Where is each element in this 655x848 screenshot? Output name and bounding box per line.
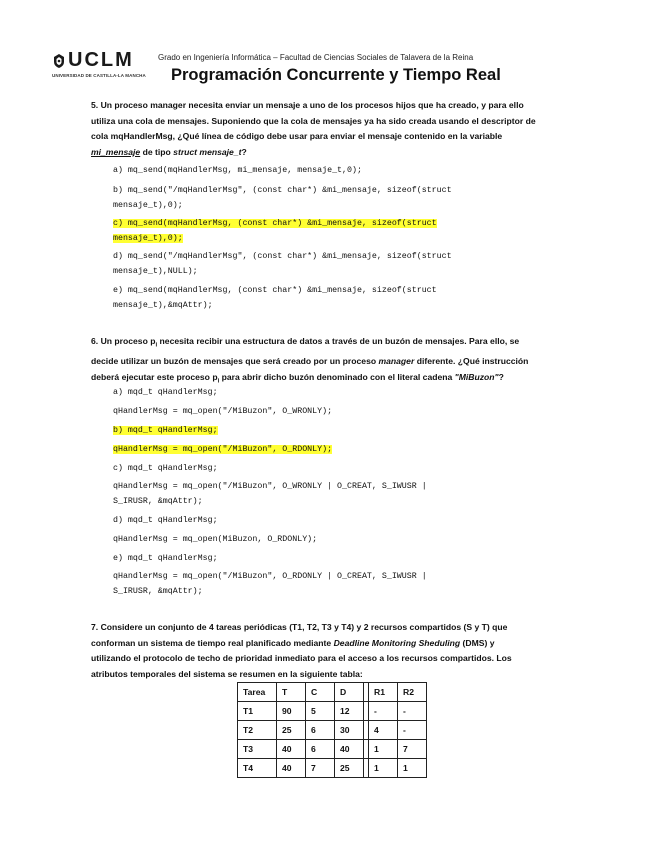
question-7-line: 7. Considere un conjunto de 4 tareas periódicas (T1, T2, T3 y T4) y 2 recursos compartidos (S y T) que xyxy=(91,622,508,632)
table-cell: 25 xyxy=(335,759,364,778)
q6-option-e-code: qHandlerMsg = mq_open("/MiBuzon", O_RDONLY | O_CREAT, S_IWUSR | S_IRUSR, &mqAttr); xyxy=(113,572,427,596)
question-5-line: utiliza una cola de mensajes. Suponiendo que la cola de mensajes ya ha sido creada usando el descriptor de xyxy=(91,115,536,126)
question-6-line: deberá ejecutar este proceso $p_i$ para abrir dicho buzón denominado con el literal cadena "MiBuzon"? xyxy=(91,371,504,385)
table-cell: 5 xyxy=(306,702,335,721)
table-cell: 30 xyxy=(335,721,364,740)
uclm-emblem-icon xyxy=(52,53,66,69)
table-row xyxy=(238,702,427,721)
question-6 xyxy=(91,334,563,390)
table-header: Tarea xyxy=(238,683,277,702)
q6-option-b-highlighted[interactable]: b) mqd_t qHandlerMsg; xyxy=(113,426,218,435)
q5-option-e[interactable]: e) mq_send(mqHandlerMsg, (const char*) &mi_mensaje, sizeof(struct mensaje_t),&mqAttr); xyxy=(113,286,437,310)
q6-option-a[interactable]: a) mqd_t qHandlerMsg; xyxy=(113,388,218,397)
q6-option-c[interactable]: c) mqd_t qHandlerMsg; xyxy=(113,464,218,473)
table-cell: 40 xyxy=(277,740,306,759)
q6-option-d-code: qHandlerMsg = mq_open(MiBuzon, O_RDONLY); xyxy=(113,535,318,544)
table-cell: 12 xyxy=(335,702,364,721)
table-cell: 1 xyxy=(369,759,398,778)
question-7 xyxy=(91,620,563,682)
table-cell: T1 xyxy=(238,702,277,721)
table-header: R1 xyxy=(369,683,398,702)
table-cell: 1 xyxy=(369,740,398,759)
question-7-line: conforman un sistema de tiempo real planificado mediante Deadline Monitoring Sheduling (DMS) y xyxy=(91,637,495,648)
degree-line: Grado en Ingeniería Informática – Facultad de Ciencias Sociales de Talavera de la Reina xyxy=(158,53,474,62)
table-cell: 1 xyxy=(398,759,427,778)
table-row xyxy=(238,759,427,778)
q6-option-c-code: qHandlerMsg = mq_open("/MiBuzon", O_WRONLY | O_CREAT, S_IWUSR | S_IRUSR, &mqAttr); xyxy=(113,482,427,506)
table-cell: 40 xyxy=(335,740,364,759)
logo-text: UCLM xyxy=(68,49,134,71)
table-row xyxy=(238,721,427,740)
table-cell: - xyxy=(398,702,427,721)
task-attributes-table xyxy=(237,682,427,778)
table-header: R2 xyxy=(398,683,427,702)
question-6-line: 6. Un proceso $p_i$ necesita recibir una estructura de datos a través de un buzón de mensajes. Para ello, se xyxy=(91,336,520,349)
course-title: Programación Concurrente y Tiempo Real xyxy=(171,66,501,84)
uclm-logo xyxy=(52,49,152,82)
table-cell: T3 xyxy=(238,740,277,759)
q6-option-d[interactable]: d) mqd_t qHandlerMsg; xyxy=(113,516,218,525)
table-cell: 40 xyxy=(277,759,306,778)
table-cell: 25 xyxy=(277,721,306,740)
q5-option-d[interactable]: d) mq_send("/mqHandlerMsg", (const char*) &mi_mensaje, sizeof(struct mensaje_t),NULL); xyxy=(113,252,452,276)
q5-option-a[interactable]: a) mq_send(mqHandlerMsg, mi_mensaje, mensaje_t,0); xyxy=(113,166,362,175)
question-5-line: mi_mensaje de tipo struct mensaje_t? xyxy=(91,146,247,157)
question-7-line: utilizando el protocolo de techo de prioridad inmediato para el acceso a los recursos compartidos. Los xyxy=(91,653,512,663)
question-5 xyxy=(91,98,563,160)
table-cell: T2 xyxy=(238,721,277,740)
q5-option-c-highlighted[interactable]: c) mq_send(mqHandlerMsg, (const char*) &mi_mensaje, sizeof(struct mensaje_t),0); xyxy=(113,219,437,243)
question-7-line: atributos temporales del sistema se resumen en la siguiente tabla: xyxy=(91,668,363,679)
q6-option-b-code: qHandlerMsg = mq_open("/MiBuzon", O_RDONLY); xyxy=(113,445,333,454)
q5-option-b[interactable]: b) mq_send("/mqHandlerMsg", (const char*) &mi_mensaje, sizeof(struct mensaje_t),0); xyxy=(113,186,452,210)
table-row xyxy=(238,740,427,759)
question-5-line: cola mqHandlerMsg, ¿Qué línea de código debe usar para enviar el mensaje contenido en la variable xyxy=(91,131,503,141)
table-header: C xyxy=(306,683,335,702)
q6-option-e[interactable]: e) mqd_t qHandlerMsg; xyxy=(113,554,218,563)
table-cell: 7 xyxy=(398,740,427,759)
table-cell: T4 xyxy=(238,759,277,778)
table-header-row xyxy=(238,683,427,702)
logo-subtitle: UNIVERSIDAD DE CASTILLA-LA MANCHA xyxy=(52,73,146,78)
table-cell: 7 xyxy=(306,759,335,778)
table-cell: 6 xyxy=(306,740,335,759)
table-cell: - xyxy=(398,721,427,740)
table-header: D xyxy=(335,683,364,702)
question-5-line: 5. Un proceso manager necesita enviar un mensaje a uno de los procesos hijos que ha creado, y para ello xyxy=(91,100,524,110)
table-cell: - xyxy=(369,702,398,721)
q6-option-a-code: qHandlerMsg = mq_open("/MiBuzon", O_WRONLY); xyxy=(113,407,333,416)
question-6-line: decide utilizar un buzón de mensajes que será creado por un proceso manager diferente. ¿Qué instrucción xyxy=(91,356,529,367)
table-cell: 90 xyxy=(277,702,306,721)
table-header: T xyxy=(277,683,306,702)
table-cell: 4 xyxy=(369,721,398,740)
table-cell: 6 xyxy=(306,721,335,740)
